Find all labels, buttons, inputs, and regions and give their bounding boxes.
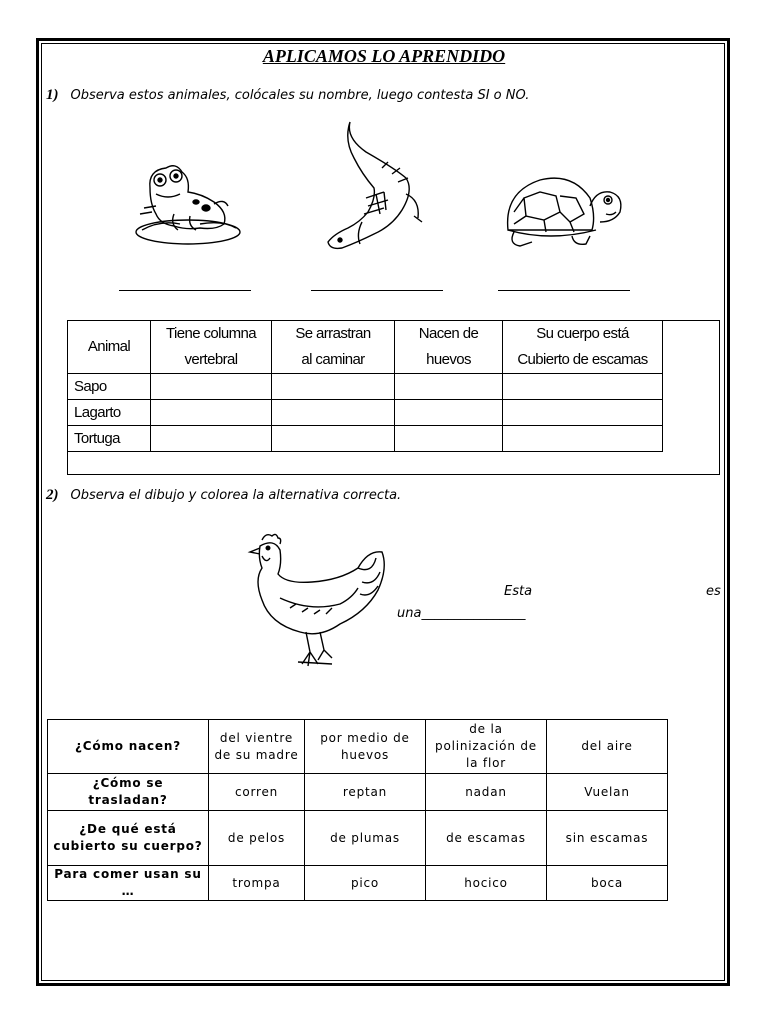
- header-scales: [503, 321, 663, 374]
- option-cell[interactable]: Vuelan: [547, 774, 668, 811]
- option-cell[interactable]: de pelos: [209, 811, 305, 866]
- lizard-drawing: [322, 118, 432, 252]
- turtle-drawing: [500, 172, 626, 252]
- answer-cell[interactable]: [395, 400, 503, 426]
- question-2: [46, 486, 401, 504]
- header-eggs: [395, 321, 503, 374]
- option-cell[interactable]: nadan: [426, 774, 547, 811]
- page-title: APLICAMOS LO APRENDIDO: [262, 46, 506, 66]
- option-cell[interactable]: trompa: [209, 866, 305, 901]
- row-label-lagarto: Lagarto: [68, 400, 151, 426]
- header-crawl-line1: Se arrastran: [295, 325, 371, 342]
- table-row: [68, 426, 663, 452]
- table-row: [48, 866, 668, 901]
- row-label-sapo: Sapo: [68, 374, 151, 400]
- answer-cell[interactable]: [272, 400, 395, 426]
- answer-cell[interactable]: [151, 426, 272, 452]
- question-body-cover: ¿De qué está cubierto su cuerpo?: [48, 811, 209, 866]
- table-header-row: [68, 321, 663, 374]
- option-cell[interactable]: corren: [209, 774, 305, 811]
- table-row: [68, 400, 663, 426]
- answer-cell[interactable]: [151, 400, 272, 426]
- header-animal-label: Animal: [87, 338, 131, 355]
- answer-cell[interactable]: [272, 426, 395, 452]
- answer-cell[interactable]: [503, 374, 663, 400]
- frog-drawing: [130, 158, 245, 250]
- header-vertebral: [151, 321, 272, 374]
- answer-cell[interactable]: [151, 374, 272, 400]
- table-row: [48, 720, 668, 774]
- answer-cell[interactable]: [395, 374, 503, 400]
- option-cell[interactable]: del aire: [547, 720, 668, 774]
- option-cell[interactable]: boca: [547, 866, 668, 901]
- question-2-number: 2): [46, 487, 59, 503]
- question-movement: ¿Cómo se trasladan?: [48, 774, 209, 811]
- caption-word-esta: Esta: [504, 584, 533, 599]
- hen-question-table: [47, 719, 668, 901]
- question-birth: ¿Cómo nacen?: [48, 720, 209, 774]
- option-cell[interactable]: hocico: [426, 866, 547, 901]
- name-line-turtle[interactable]: [498, 290, 630, 291]
- caption-word-es: es: [706, 584, 721, 599]
- header-vertebral-line2: vertebral: [184, 351, 238, 368]
- header-crawl-line2: al caminar: [301, 351, 365, 368]
- hen-drawing: [240, 528, 390, 670]
- option-cell[interactable]: sin escamas: [547, 811, 668, 866]
- option-cell[interactable]: de plumas: [305, 811, 426, 866]
- option-cell[interactable]: pico: [305, 866, 426, 901]
- answer-cell[interactable]: [503, 426, 663, 452]
- header-vertebral-line1: Tiene columna: [165, 325, 257, 342]
- question-1: [46, 86, 529, 104]
- answer-cell[interactable]: [503, 400, 663, 426]
- table-row: [48, 811, 668, 866]
- option-cell[interactable]: de la polinización de la flor: [426, 720, 547, 774]
- question-2-text: Observa el dibujo y colorea la alternativa correcta.: [70, 488, 402, 503]
- answer-cell[interactable]: [395, 426, 503, 452]
- table-row: [68, 374, 663, 400]
- option-cell[interactable]: de escamas: [426, 811, 547, 866]
- header-crawl: [272, 321, 395, 374]
- row-label-tortuga: Tortuga: [68, 426, 151, 452]
- name-line-frog[interactable]: [119, 290, 251, 291]
- option-cell[interactable]: por medio de huevos: [305, 720, 426, 774]
- header-scales-line2: Cubierto de escamas: [517, 351, 648, 368]
- question-1-text: Observa estos animales, colócales su nombre, luego contesta SI o NO.: [70, 88, 530, 103]
- header-eggs-line2: huevos: [426, 351, 471, 368]
- header-animal: [68, 321, 151, 374]
- option-cell[interactable]: reptan: [305, 774, 426, 811]
- answer-cell[interactable]: [272, 374, 395, 400]
- caption-answer-line[interactable]: una________________: [397, 606, 526, 621]
- animal-table: [67, 320, 663, 452]
- table-row: [48, 774, 668, 811]
- name-line-lizard[interactable]: [311, 290, 443, 291]
- header-scales-line1: Su cuerpo está: [536, 325, 629, 342]
- header-eggs-line1: Nacen de: [418, 325, 479, 342]
- option-cell[interactable]: del vientre de su madre: [209, 720, 305, 774]
- question-eating: Para comer usan su …: [48, 866, 209, 901]
- question-1-number: 1): [46, 87, 59, 103]
